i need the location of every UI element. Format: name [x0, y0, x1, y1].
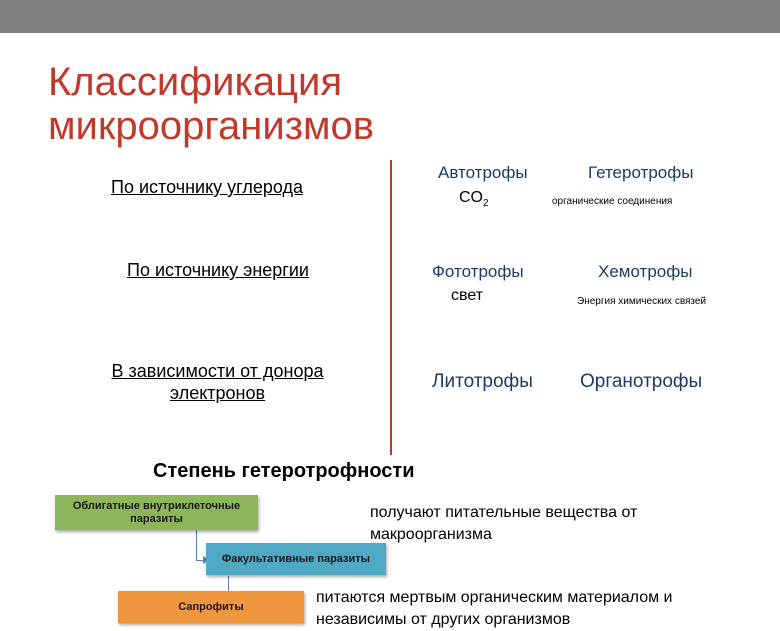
box-saprophytes: Сапрофиты — [118, 591, 304, 623]
obligate-label — [73, 500, 240, 526]
saprophytes-desc-line-1: питаются мертвым органическим материалом и — [316, 589, 673, 606]
co2-label — [459, 189, 489, 209]
title-line-1: Классификация — [48, 60, 343, 104]
box-facultative-parasites: Факультативные паразиты — [206, 543, 386, 575]
chemical-energy-label: Энергия химических связей — [577, 296, 707, 307]
vertical-divider — [390, 160, 392, 455]
co2-main: CO — [459, 189, 483, 206]
box-obligate-parasites — [55, 495, 258, 530]
criterion-carbon: По источнику углерода — [111, 177, 303, 197]
slide-title — [48, 60, 468, 148]
parasites-desc-line-2: макроорганизма — [370, 526, 492, 543]
obligate-line-1: Облигатные внутриклеточные — [72, 499, 241, 512]
title-line-2: микроорганизмов — [48, 104, 375, 148]
group-autotrophs: Автотрофы — [438, 163, 528, 182]
co2-sub: 2 — [483, 198, 489, 210]
criterion-electron-line-2: электронов — [169, 383, 266, 403]
saprophytes-description — [316, 587, 776, 631]
criterion-electron-donor — [80, 360, 355, 404]
obligate-line-2: паразиты — [130, 512, 183, 525]
criterion-electron-line-1: В зависимости от донора — [111, 361, 324, 381]
group-organotrophs: Органотрофы — [580, 371, 703, 392]
parasites-desc-line-1: получают питательные вещества от — [370, 504, 638, 521]
heterotrophy-heading: Степень гетеротрофности — [153, 460, 415, 482]
group-heterotrophs: Гетеротрофы — [588, 163, 694, 182]
saprophytes-desc-line-2: независимы от других организмов — [316, 611, 571, 628]
criterion-energy: По источнику энергии — [127, 260, 309, 280]
organic-compounds-label: органические соединения — [552, 196, 673, 207]
light-label: свет — [451, 287, 484, 304]
group-phototrophs: Фототрофы — [432, 262, 524, 281]
top-bar — [0, 0, 780, 33]
parasites-description — [370, 502, 750, 546]
group-chemotrophs: Хемотрофы — [598, 262, 693, 281]
group-lithotrophs: Литотрофы — [432, 371, 533, 392]
